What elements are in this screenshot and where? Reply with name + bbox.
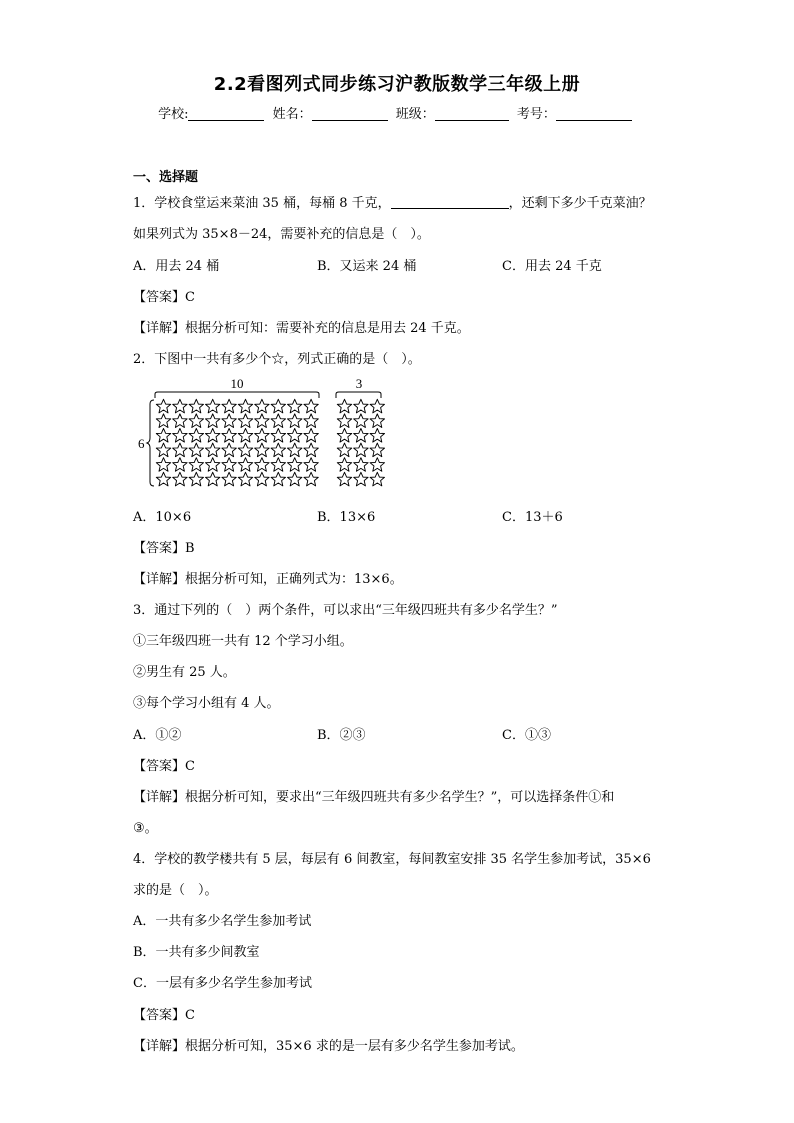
stars-right-group: [337, 399, 384, 486]
q4-text-1: 4．学校的教学楼共有 5 层，每层有 6 间教室，每间教室安排 35 名学生参加考试，35×6: [133, 852, 651, 867]
star-icon: [271, 443, 285, 457]
q1-option-a[interactable]: A．用去 24 桶: [133, 259, 220, 274]
star-icon: [370, 414, 384, 428]
star-icon: [173, 443, 187, 457]
star-icon: [337, 399, 351, 413]
star-icon: [370, 443, 384, 457]
star-icon: [205, 414, 219, 428]
star-icon: [304, 458, 318, 472]
section-title: 一、选择题: [133, 170, 199, 185]
q2-detail: 【详解】根据分析可知，正确列式为：13×6。: [133, 572, 403, 587]
star-icon: [370, 428, 384, 442]
star-icon: [287, 443, 301, 457]
star-icon: [156, 414, 170, 428]
q1-text-a: 1．学校食堂运来菜油 35 桶，每桶 8 千克，: [133, 196, 391, 211]
star-icon: [205, 472, 219, 486]
star-icon: [205, 428, 219, 442]
star-icon: [370, 399, 384, 413]
q4-option-b[interactable]: B．一共有多少间教室: [133, 945, 260, 960]
q3-detail-1: 【详解】根据分析可知，要求出“三年级四班共有多少名学生？”，可以选择条件①和: [133, 790, 615, 805]
q4-option-c[interactable]: C．一层有多少名学生参加考试: [133, 976, 312, 991]
star-icon: [238, 399, 252, 413]
star-icon: [222, 414, 236, 428]
label-top-left: 10: [230, 376, 244, 391]
q1-line2: 如果列式为 35×8－24，需要补充的信息是（ ）。: [133, 227, 430, 242]
top-brace-left: [155, 392, 319, 398]
star-icon: [222, 458, 236, 472]
star-icon: [354, 458, 368, 472]
star-icon: [255, 399, 269, 413]
star-icon: [189, 414, 203, 428]
star-icon: [156, 472, 170, 486]
q2-option-b[interactable]: B．13×6: [317, 510, 376, 525]
q1-answer: 【答案】C: [133, 290, 195, 305]
q2-option-c[interactable]: C．13＋6: [502, 510, 563, 525]
star-icon: [370, 458, 384, 472]
student-info-line: [0, 103, 794, 122]
star-icon: [156, 428, 170, 442]
star-icon: [271, 472, 285, 486]
star-icon: [189, 428, 203, 442]
side-brace: [147, 400, 154, 486]
star-icon: [271, 399, 285, 413]
label-top-right: 3: [355, 376, 363, 391]
star-icon: [354, 443, 368, 457]
star-icon: [370, 472, 384, 486]
name-blank[interactable]: [312, 106, 388, 121]
q2-option-a[interactable]: A．10×6: [133, 510, 192, 525]
star-figure-svg: [138, 374, 388, 490]
star-icon: [271, 414, 285, 428]
star-icon: [337, 414, 351, 428]
star-icon: [205, 443, 219, 457]
star-icon: [222, 472, 236, 486]
star-icon: [173, 428, 187, 442]
q2-text: 2．下图中一共有多少个☆，列式正确的是（ ）。: [133, 352, 421, 367]
star-icon: [287, 428, 301, 442]
star-icon: [189, 399, 203, 413]
q1-option-b[interactable]: B．又运来 24 桶: [317, 259, 417, 274]
star-icon: [238, 458, 252, 472]
star-icon: [205, 399, 219, 413]
star-icon: [304, 472, 318, 486]
q1-detail: 【详解】根据分析可知：需要补充的信息是用去 24 千克。: [133, 321, 470, 336]
star-icon: [222, 443, 236, 457]
q1-fill-blank[interactable]: [391, 196, 509, 209]
star-icon: [354, 399, 368, 413]
star-icon: [173, 414, 187, 428]
star-icon: [205, 458, 219, 472]
star-icon: [255, 414, 269, 428]
school-label: 学校:: [158, 107, 189, 122]
star-icon: [271, 428, 285, 442]
page-title: 2.2看图列式同步练习沪教版数学三年级上册: [213, 74, 581, 95]
q1-text: [133, 192, 652, 211]
top-brace-right: [336, 392, 381, 398]
q1-text-b: ，还剩下多少千克菜油？: [508, 196, 652, 211]
star-icon: [354, 472, 368, 486]
star-icon: [156, 458, 170, 472]
star-icon: [222, 428, 236, 442]
star-icon: [337, 472, 351, 486]
exam-no-blank[interactable]: [556, 106, 632, 121]
q2-answer: 【答案】B: [133, 541, 195, 556]
star-icon: [255, 458, 269, 472]
star-icon: [173, 399, 187, 413]
star-icon: [337, 428, 351, 442]
q3-text: 3．通过下列的（ ）两个条件，可以求出“三年级四班共有多少名学生？”: [133, 603, 558, 618]
star-icon: [354, 414, 368, 428]
star-icon: [255, 428, 269, 442]
class-blank[interactable]: [435, 106, 509, 121]
star-icon: [156, 443, 170, 457]
stars-left-group: [156, 399, 318, 486]
q4-text-2: 求的是（ ）。: [133, 883, 218, 898]
star-icon: [189, 458, 203, 472]
q4-detail: 【详解】根据分析可知，35×6 求的是一层有多少名学生参加考试。: [133, 1039, 524, 1054]
label-side: 6: [138, 436, 145, 451]
star-icon: [354, 428, 368, 442]
star-icon: [255, 472, 269, 486]
star-icon: [238, 443, 252, 457]
q3-option-a[interactable]: A．①②: [133, 728, 182, 743]
q3-condition-2: ②男生有 25 人。: [133, 665, 236, 680]
star-figure: [138, 374, 388, 490]
star-icon: [189, 443, 203, 457]
star-icon: [173, 472, 187, 486]
q3-option-b[interactable]: B．②③: [317, 728, 366, 743]
school-blank[interactable]: [188, 106, 264, 121]
star-icon: [304, 428, 318, 442]
star-icon: [337, 443, 351, 457]
star-icon: [189, 472, 203, 486]
q1-option-c[interactable]: C．用去 24 千克: [502, 259, 602, 274]
q4-answer: 【答案】C: [133, 1008, 195, 1023]
q4-option-a[interactable]: A．一共有多少名学生参加考试: [133, 914, 312, 929]
star-icon: [271, 458, 285, 472]
star-icon: [238, 414, 252, 428]
star-icon: [304, 414, 318, 428]
q3-detail-2: ③。: [133, 821, 158, 836]
star-icon: [255, 443, 269, 457]
q3-option-c[interactable]: C．①③: [502, 728, 551, 743]
name-label: 姓名：: [272, 107, 312, 122]
q3-condition-3: ③每个学习小组有 4 人。: [133, 696, 280, 711]
star-icon: [222, 399, 236, 413]
star-icon: [304, 443, 318, 457]
star-icon: [304, 399, 318, 413]
star-icon: [287, 414, 301, 428]
exam-no-label: 考号：: [516, 107, 556, 122]
star-icon: [287, 472, 301, 486]
q3-answer: 【答案】C: [133, 759, 195, 774]
q3-condition-1: ①三年级四班一共有 12 个学习小组。: [133, 634, 353, 649]
star-icon: [238, 472, 252, 486]
star-icon: [287, 458, 301, 472]
star-icon: [287, 399, 301, 413]
star-icon: [238, 428, 252, 442]
star-icon: [173, 458, 187, 472]
star-icon: [156, 399, 170, 413]
star-icon: [337, 458, 351, 472]
class-label: 班级：: [395, 107, 435, 122]
